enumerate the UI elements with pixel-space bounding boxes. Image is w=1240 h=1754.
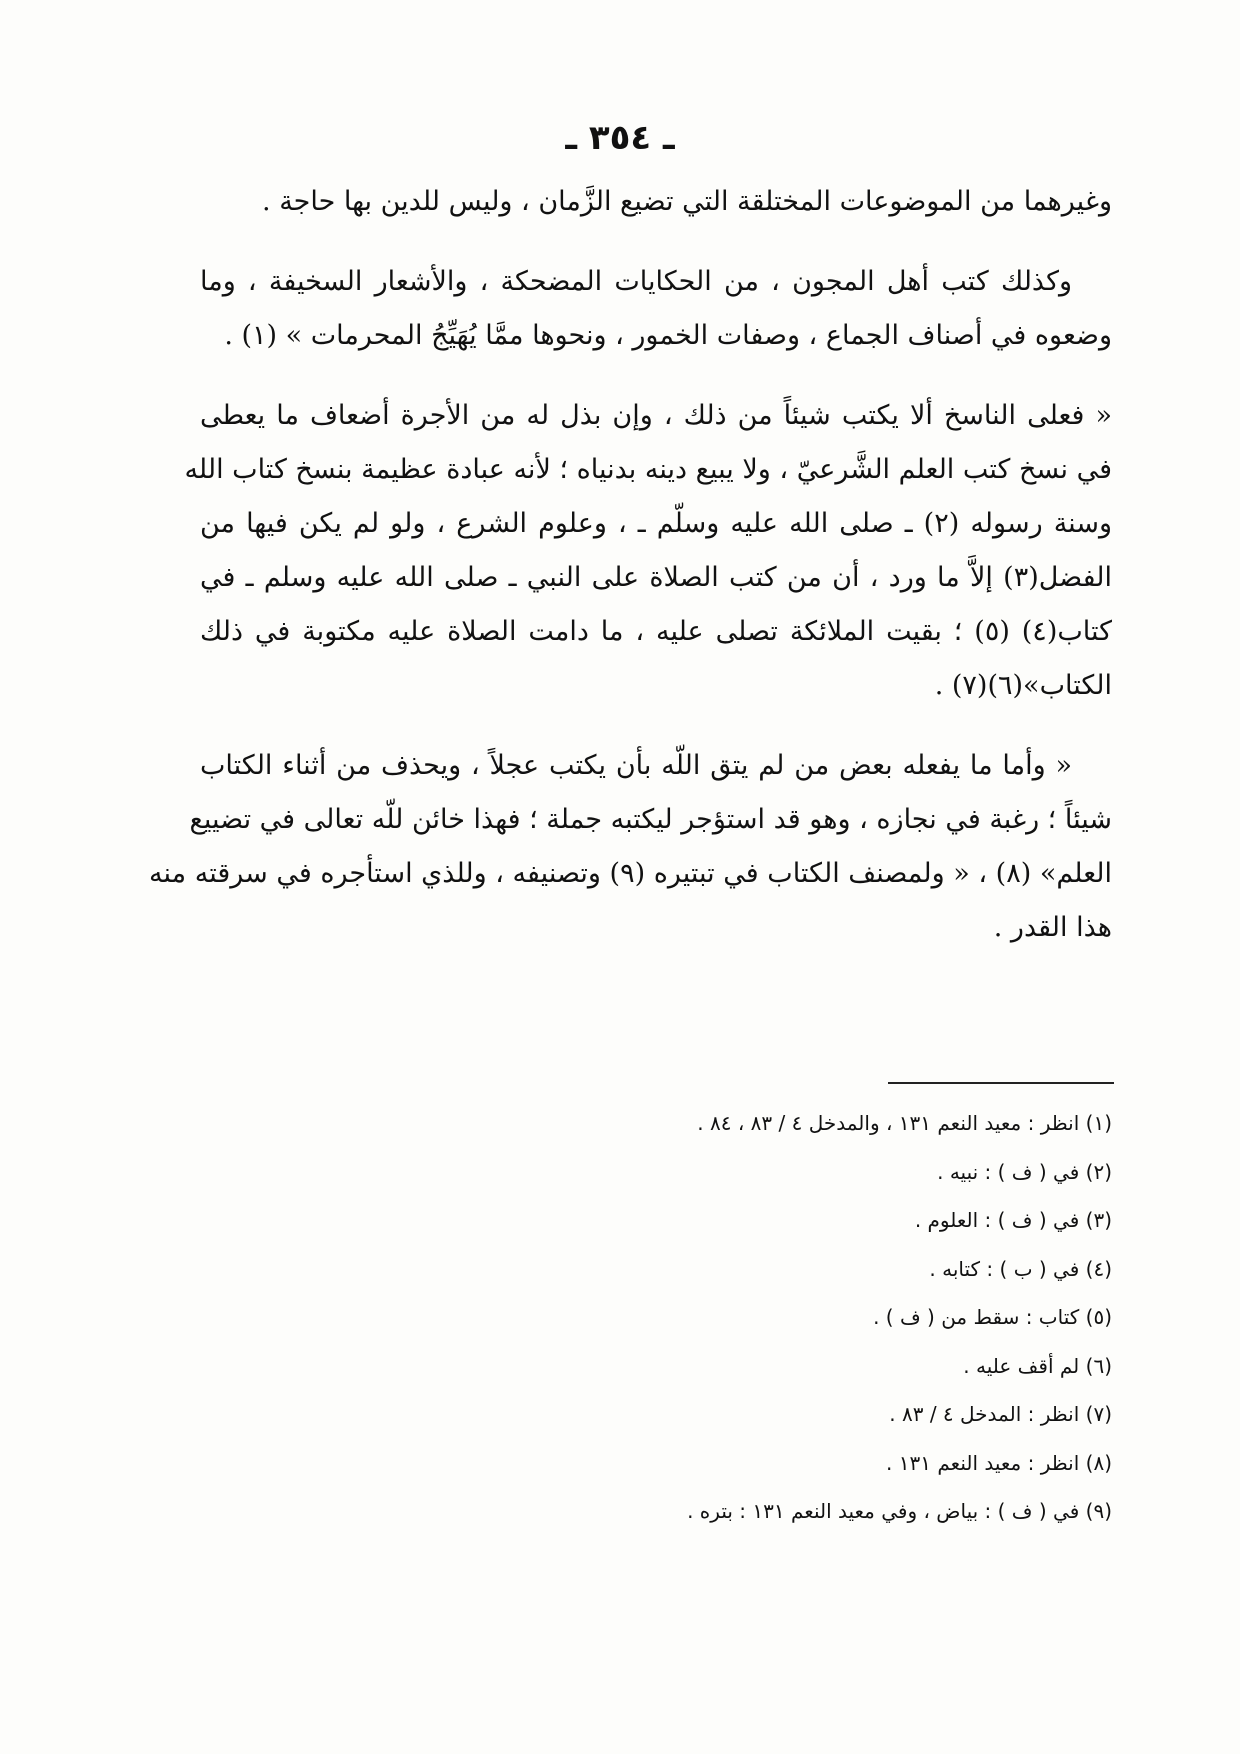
footnote-1: (١) انظر : معيد النعم ١٣١ ، والمدخل ٤ / ٨٣ ، ٨٤ .: [697, 1111, 1112, 1135]
text-line: شيئاً ؛ رغبة في نجازه ، وهو قد استؤجر ليكتبه جملة ؛ فهذا خائن للّه تعالى في تضييع: [189, 804, 1112, 835]
text-line: وكذلك كتب أهل المجون ، من الحكايات المضحكة ، والأشعار السخيفة ، وما: [200, 266, 1072, 297]
text-line: وضعوه في أصناف الجماع ، وصفات الخمور ، ونحوها ممَّا يُهَيِّجُ المحرمات » (١) .: [224, 320, 1112, 351]
footnote-divider: [888, 1082, 1114, 1084]
footnote-5: (٥) كتاب : سقط من ( ف ) .: [873, 1305, 1112, 1329]
footnote-2: (٢) في ( ف ) : نبيه .: [937, 1159, 1112, 1184]
paragraph: [184, 389, 1112, 713]
text-line: وسنة رسوله (٢) ـ صلى الله عليه وسلّم ـ ، وعلوم الشرع ، ولو لم يكن فيها من: [200, 508, 1112, 539]
paragraph: [200, 175, 1112, 229]
footnote-8: (٨) انظر : معيد النعم ١٣١ .: [886, 1450, 1112, 1475]
text-line: « فعلى الناسخ ألا يكتب شيئاً من ذلك ، وإن بذل له من الأجرة أضعاف ما يعطى: [200, 400, 1112, 431]
paragraph: [200, 255, 1112, 363]
text-line: العلم» (٨) ، « ولمصنف الكتاب في تبتيره (٩) وتصنيفه ، وللذي استأجره في سرقته منه: [149, 858, 1112, 889]
footnote-4: (٤) في ( ب ) : كتابه .: [929, 1256, 1112, 1281]
footnote-3: (٣) في ( ف ) : العلوم .: [914, 1208, 1112, 1232]
page-number: ـ ٣٥٤ ـ: [565, 118, 675, 158]
body-text: [149, 175, 1112, 955]
footnote-9: (٩) في ( ف ) : بياض ، وفي معيد النعم ١٣١ : بتره .: [687, 1499, 1112, 1523]
text-line: هذا القدر .: [993, 912, 1112, 943]
text-line: « وأما ما يفعله بعض من لم يتق اللّه بأن يكتب عجلاً ، ويحذف من أثناء الكتاب: [200, 750, 1072, 781]
text-line: الكتاب»(٦)(٧) .: [934, 670, 1112, 701]
text-line: كتاب(٤) (٥) ؛ بقيت الملائكة تصلى عليه ، ما دامت الصلاة عليه مكتوبة في ذلك: [200, 616, 1112, 647]
text-line: الفضل(٣) إلاَّ ما ورد ، أن من كتب الصلاة على النبي ـ صلى الله عليه وسلم ـ في: [200, 562, 1112, 593]
text-line: في نسخ كتب العلم الشَّرعيّ ، ولا يبيع دينه بدنياه ؛ لأنه عبادة عظيمة بنسخ كتاب الله: [184, 454, 1112, 485]
footnote-7: (٧) انظر : المدخل ٤ / ٨٣ .: [889, 1402, 1112, 1426]
paragraph: [149, 739, 1112, 955]
text-line: وغيرهما من الموضوعات المختلقة التي تضيع الزَّمان ، وليس للدين بها حاجة .: [262, 186, 1112, 217]
footnotes-list: [212, 1108, 1112, 1545]
footnote-6: (٦) لم أقف عليه .: [963, 1353, 1112, 1378]
